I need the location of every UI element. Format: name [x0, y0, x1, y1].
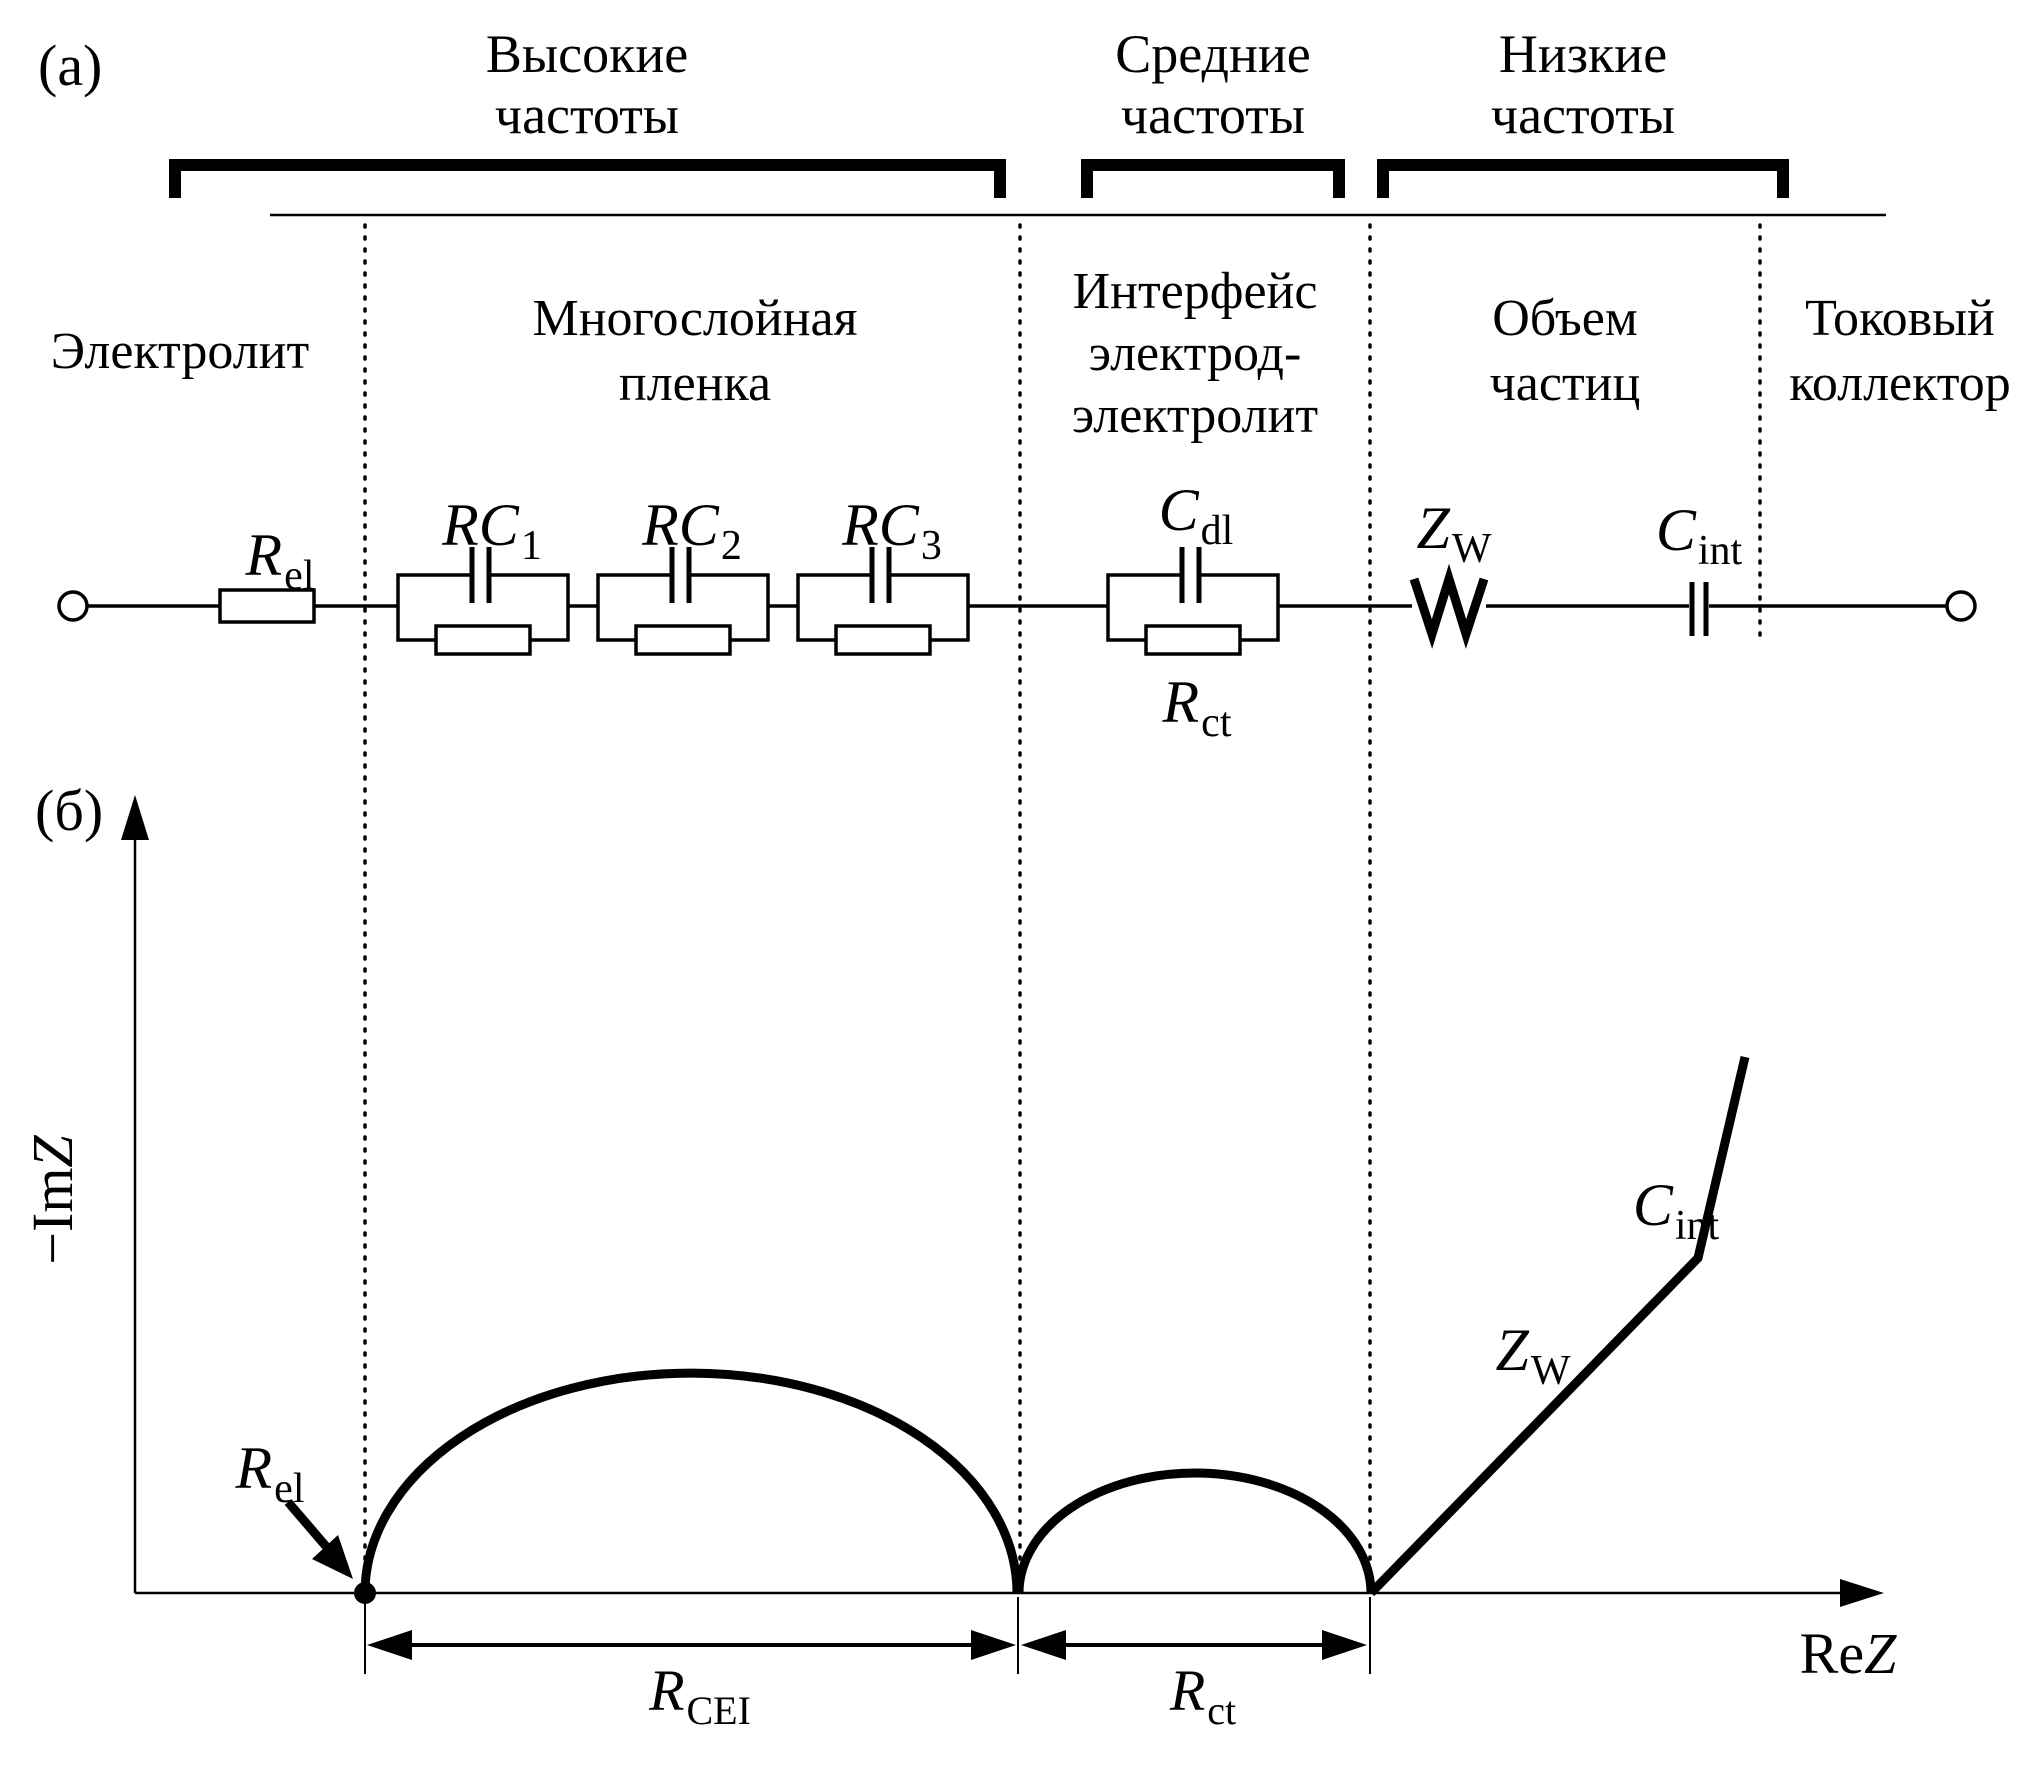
region-film-line2: пленка — [618, 355, 772, 412]
equivalent-circuit — [59, 477, 1975, 746]
freq-high-line2: частоты — [494, 85, 680, 145]
rc2-block — [598, 492, 768, 654]
freq-low-line1: Низкие — [1498, 24, 1668, 84]
freq-band-low — [1491, 24, 1675, 145]
warburg-diffusion-line — [1371, 1057, 1745, 1593]
rct-resistor-icon — [1146, 626, 1240, 654]
label-r-cei: $R_{CEI}$ — [649, 1658, 751, 1733]
label-z-w: $Z_W$ — [1416, 495, 1492, 572]
panel-b — [20, 778, 1897, 1733]
panel-b-tag: (б) — [35, 778, 104, 843]
semicircle-ct — [1019, 1473, 1371, 1593]
label-r-el: $R_{el}$ — [245, 522, 315, 599]
label-rc3: $RC_3$ — [842, 492, 942, 569]
region-bulk-line1: Объем — [1492, 290, 1638, 347]
freq-high-line1: Высокие — [485, 24, 689, 84]
label-r-ct-dim: $R_{ct}$ — [1169, 1658, 1237, 1733]
plot-label-c-int: $C_{int}$ — [1632, 1172, 1720, 1249]
plot-label-z-w: $Z_W$ — [1495, 1317, 1571, 1394]
rc2-resistor-icon — [636, 626, 730, 654]
r-cei-arrow-right-icon — [971, 1630, 1016, 1660]
region-current-collector — [1789, 290, 2011, 412]
x-axis-label: ReZ — [1799, 1621, 1897, 1686]
region-bulk-line2: частиц — [1489, 355, 1641, 412]
region-collector-line1: Токовый — [1805, 290, 1995, 347]
freq-band-high — [486, 24, 688, 145]
y-axis-arrow-icon — [121, 795, 149, 840]
x-axis-arrow-icon — [1840, 1579, 1884, 1607]
rc3-block — [798, 492, 968, 654]
y-axis-label: −ImZ — [20, 1135, 85, 1265]
right-terminal-icon — [1947, 592, 1975, 620]
plot-label-r-el: $R_{el}$ — [235, 1435, 305, 1512]
region-interface-line3: электролит — [1071, 387, 1319, 444]
r-ct-arrow-right-icon — [1322, 1630, 1367, 1660]
region-interface-line2: электрод- — [1088, 325, 1302, 382]
region-particle-bulk — [1490, 290, 1641, 412]
left-terminal-icon — [59, 592, 87, 620]
warburg-element-icon — [1414, 579, 1484, 634]
region-interface — [1072, 263, 1318, 444]
freq-low-line2: частоты — [1490, 85, 1676, 145]
panel-a — [38, 24, 2011, 1593]
panel-a-tag: (а) — [38, 33, 103, 98]
rc3-resistor-icon — [836, 626, 930, 654]
freq-mid-line2: частоты — [1120, 85, 1306, 145]
r-cei-arrow-left-icon — [367, 1630, 412, 1660]
label-rc2: $RC_2$ — [642, 492, 742, 569]
rc1-resistor-icon — [436, 626, 530, 654]
r-ct-arrow-left-icon — [1021, 1630, 1066, 1660]
label-c-dl: $C_{dl}$ — [1158, 477, 1234, 554]
semicircle-cei — [365, 1373, 1017, 1593]
region-electrolyte-line1: Электролит — [50, 323, 310, 380]
region-film-line1: Многослойная — [532, 290, 858, 347]
freq-mid-line1: Средние — [1115, 24, 1311, 84]
r-el-arrow-shaft — [288, 1502, 330, 1551]
rc1-block — [398, 492, 568, 654]
region-interface-line1: Интерфейс — [1072, 263, 1318, 320]
bracket-mid-freq — [1087, 165, 1339, 198]
region-electrolyte — [51, 323, 309, 380]
label-c-int: $C_{int}$ — [1655, 497, 1743, 574]
freq-band-mid — [1115, 24, 1311, 145]
bracket-high-freq — [175, 165, 1000, 198]
cdl-rct-block — [1108, 477, 1278, 746]
label-r-ct: $R_{ct}$ — [1162, 669, 1232, 746]
label-rc1: $RC_1$ — [442, 492, 542, 569]
bracket-low-freq — [1383, 165, 1783, 198]
region-multilayer-film — [532, 290, 857, 412]
region-collector-line2: коллектор — [1789, 355, 2011, 412]
